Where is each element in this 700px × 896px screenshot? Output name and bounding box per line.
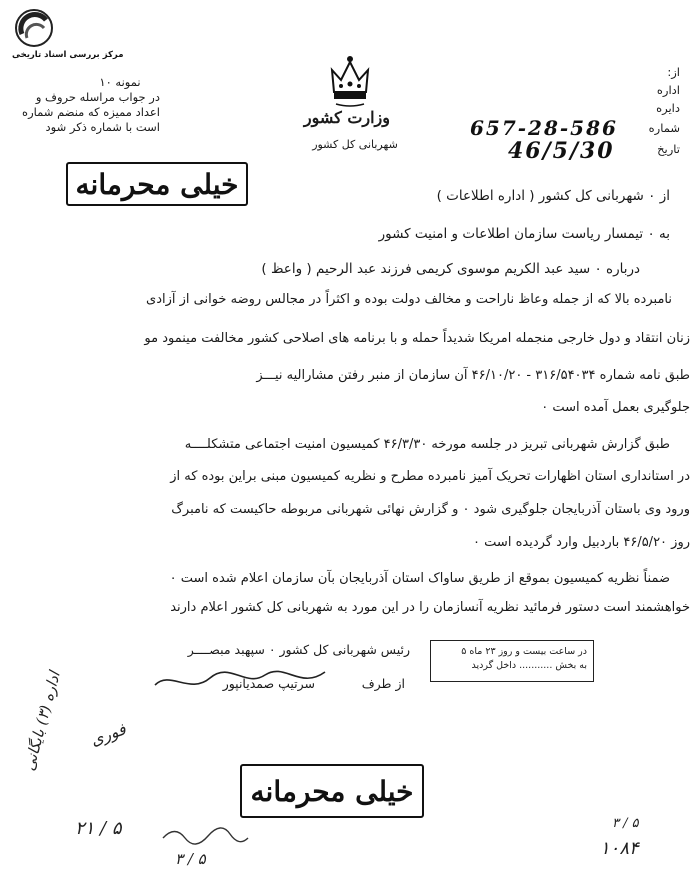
header-instruction-1: در جواب مراسله حروف و [35, 90, 160, 104]
handwritten-urgent-note: فوری [87, 719, 129, 750]
registration-line-1: در ساعت بیست و روز ۲۳ ماه ۵ [461, 646, 587, 657]
body-line: زنان انتقاد و دول خارجی منجمله امریکا شدیداً حمله و با برنامه های اصلاحی کشور مخالفت مینمود مو [144, 331, 690, 346]
office-label: اداره [656, 83, 680, 97]
body-line: در استانداری استان اظهارات تحریک آمیز نامبرده مطرح و نظریه کمیسیون مبنی براین بوده که از [170, 469, 690, 484]
ministry-title: وزارت کشور [303, 108, 390, 127]
lion-and-sun-crown-icon [322, 52, 378, 110]
handwritten-file-date: ۳ / ۵ [612, 816, 639, 831]
date-label: تاریخ [657, 142, 680, 156]
department-label: دایره [656, 101, 680, 115]
from-line: از ۰ شهربانی کل کشور ( اداره اطلاعات ) [436, 188, 670, 204]
body-line: نامبرده بالا که از جمله وعاظ ناراحت و مخالف دولت بوده و اکثراً در مجالس روضه خوانی از آزادی [146, 292, 672, 307]
signature-scribble [150, 660, 330, 704]
body-line: جلوگیری بعمل آمده است ۰ [541, 400, 690, 415]
letter-number: 657-28-586 [470, 116, 618, 140]
subject-line: درباره ۰ سید عبد الکریم موسوی کریمی فرزند عبد الرحیم ( واعظ ) [261, 261, 640, 277]
archive-logo-icon [14, 8, 54, 48]
office-subtitle: شهربانی کل کشور [312, 138, 398, 151]
body-line: طبق گزارش شهربانی تبریز در جلسه مورخه ۴۶/۳/۳۰ کمیسیون امنیت اجتماعی متشکلــــه [184, 437, 670, 452]
from-label: از: [667, 65, 680, 79]
body-line: طبق نامه شماره ۳۱۶/۵۴۰۳۴ - ۴۶/۱۰/۲۰ آن سازمان از منبر رفتن مشارالیه نیـــز [256, 368, 690, 383]
top-classification-stamp: خیلی محرمانه [66, 162, 248, 206]
body-line: روز ۴۶/۵/۲۰ باردبیل وارد گردیده است ۰ [473, 535, 690, 550]
handwritten-bottom-note: ۳ / ۵ [175, 850, 206, 868]
initials-scribble [160, 820, 250, 854]
form-number: نمونه ۱۰ [99, 75, 141, 89]
signature-for: از طرف [361, 676, 405, 691]
body-line: خواهشمند است دستور فرمائید نظریه آنسازمان را در این مورد به شهربانی کل کشور اعلام دارند [170, 600, 690, 615]
bottom-classification-stamp: خیلی محرمانه [240, 764, 424, 818]
signature-title: رئیس شهربانی کل کشور ۰ سپهبد مبصــــر [187, 642, 410, 657]
body-line: ضمناً نظریه کمیسیون بموقع از طریق ساواک استان آذربایجان بآن سازمان اعلام شده است ۰ [169, 571, 670, 586]
number-label: شماره [648, 121, 680, 135]
registration-line-2: به بخش ........... داخل گردید [471, 660, 587, 671]
body-line: ورود وی باستان آذربایجان جلوگیری شود ۰ و گزارش نهائی شهربانی مربوطه حاکیست که نامبرگ [171, 502, 690, 517]
archive-name: مرکز بررسی اسناد تاریخی [12, 50, 124, 60]
handwritten-file-number: ۱۰۸۴ [600, 838, 639, 859]
registration-stamp [430, 640, 594, 682]
header-instruction-3: است با شماره ذکر شود [45, 120, 160, 134]
handwritten-archive-note: اداره (۳) بایگانی [20, 669, 64, 773]
header-instruction-2: اعداد ممیزه که منضم شماره [22, 105, 160, 119]
letter-date: 46/5/30 [508, 138, 615, 164]
handwritten-date-note: ۲۱ / ۵ [75, 818, 122, 839]
signatory-name: سرتیپ صمدیانپور [222, 676, 315, 691]
to-line: به ۰ تیمسار ریاست سازمان اطلاعات و امنیت کشور [378, 226, 670, 242]
